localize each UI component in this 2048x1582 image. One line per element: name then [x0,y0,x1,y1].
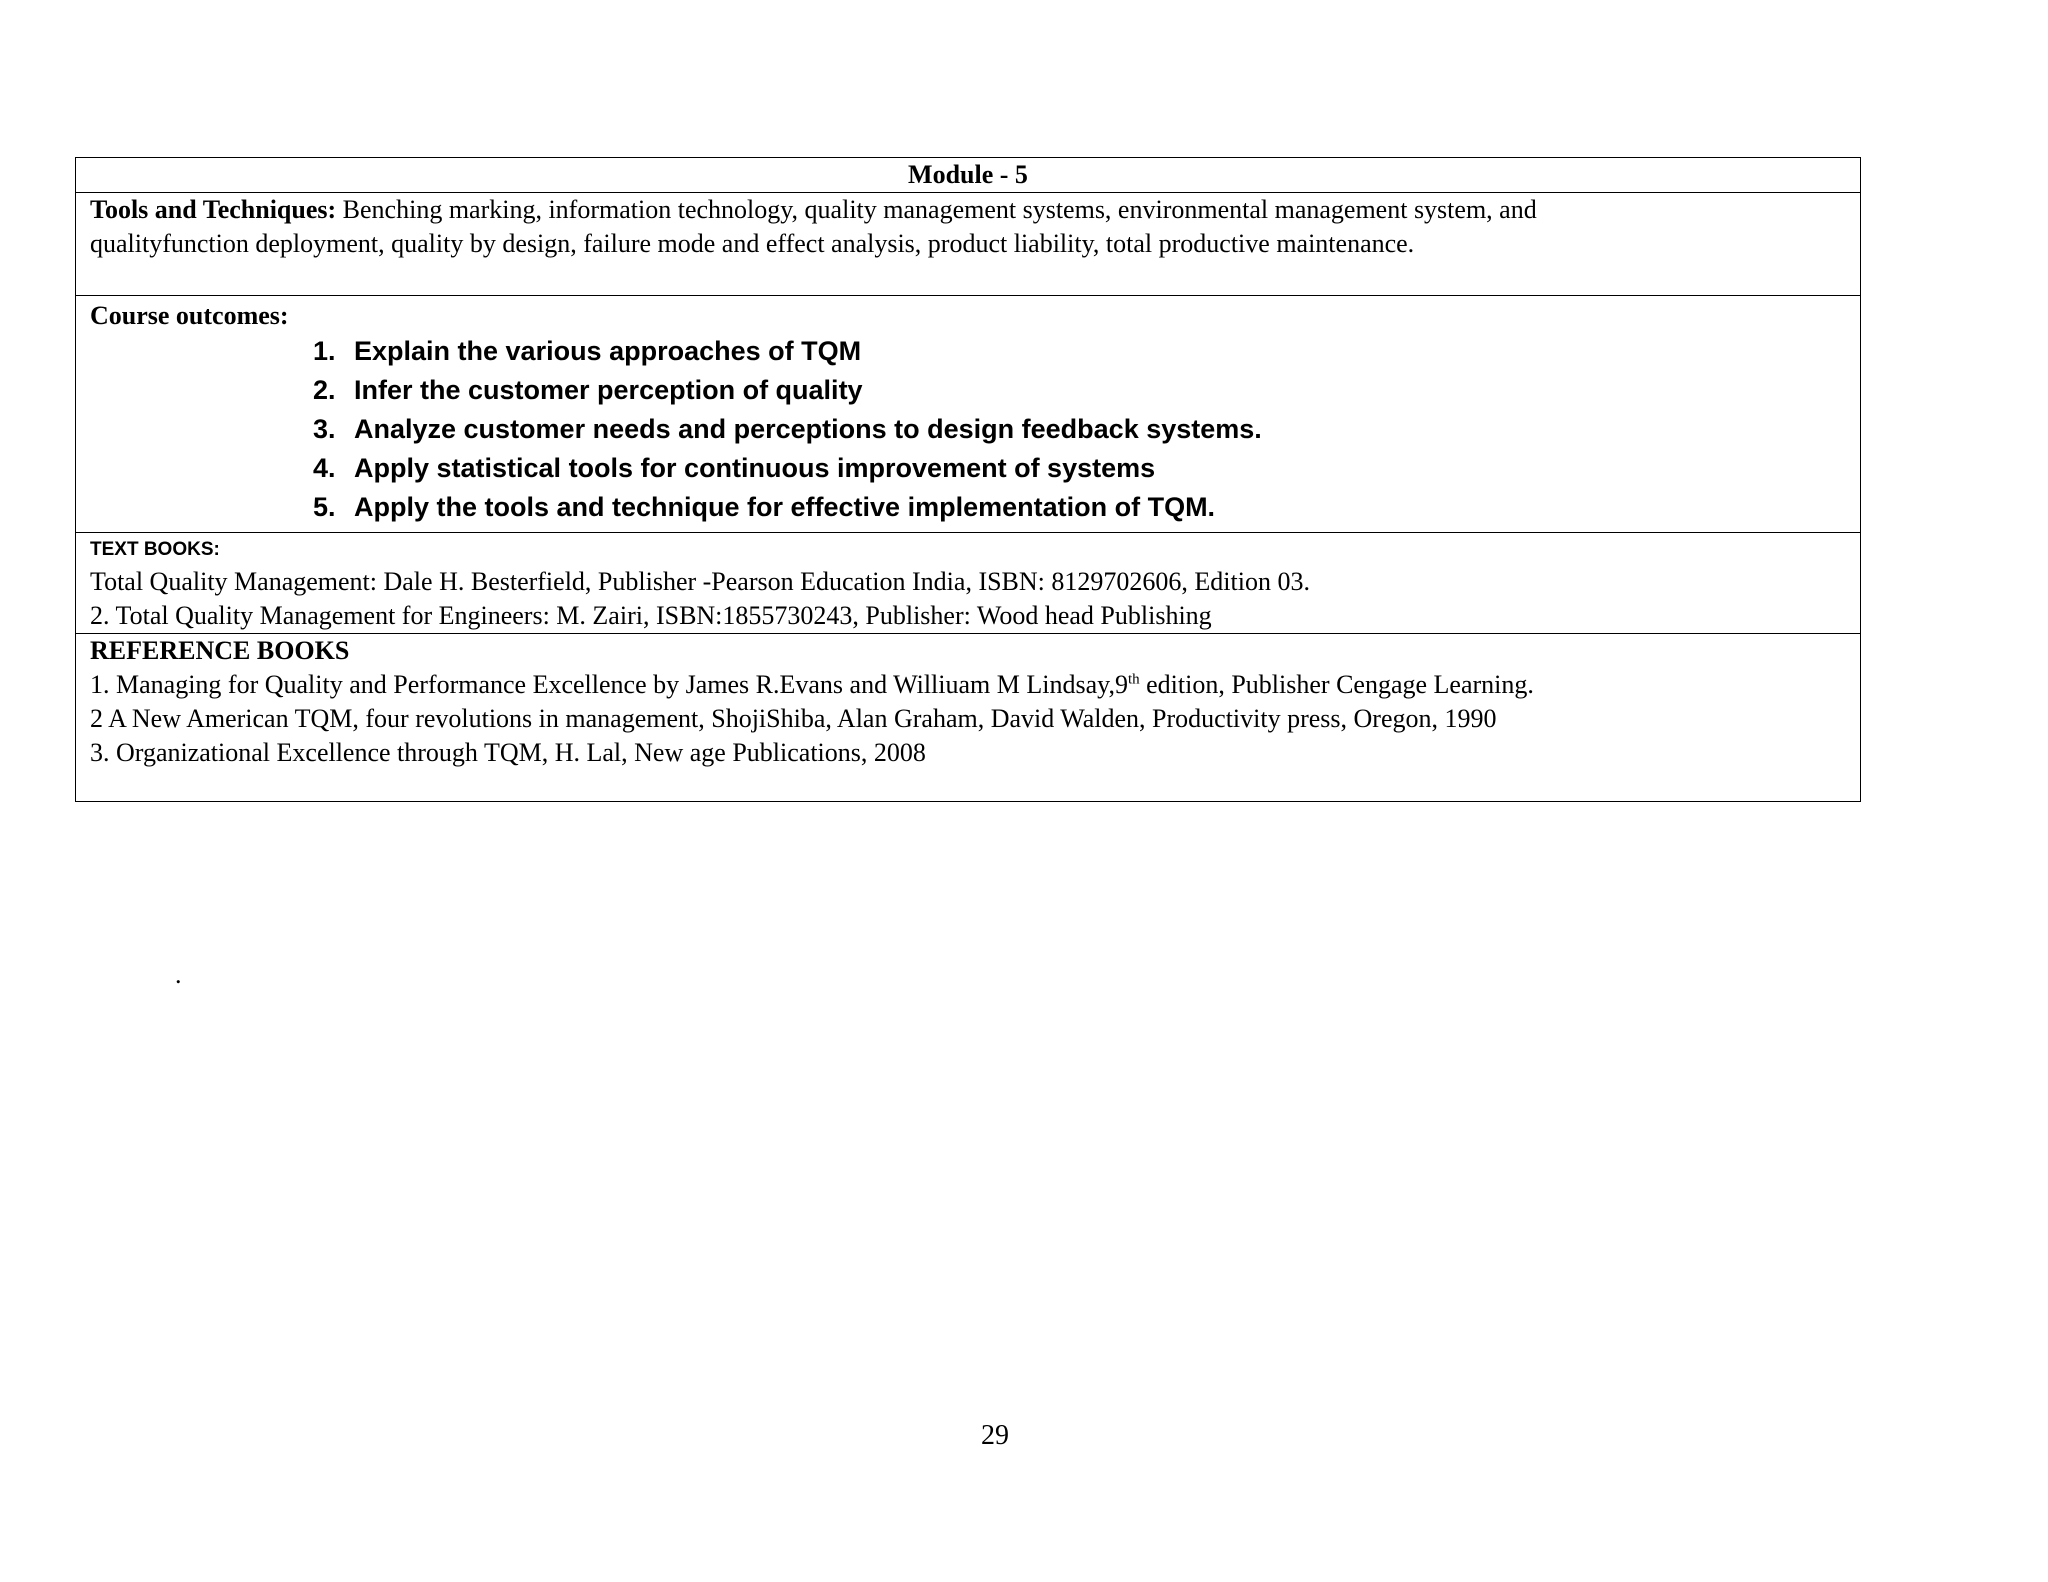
syllabus-table [75,157,1861,802]
reference-item-1-tail: edition, Publisher Cengage Learning. [1139,670,1534,699]
course-outcomes-row [76,295,1860,532]
outcome-number: 4. [313,453,336,483]
list-item [313,488,1846,527]
tools-text-1: Benching marking, information technology, quality management systems, environmental management system, and [336,195,1537,224]
reference-book-item: 3. Organizational Excellence through TQM, H. Lal, New age Publications, 2008 [90,738,926,767]
list-item [313,332,1846,371]
module-title: Module - 5 [908,160,1028,189]
page-number: 29 [981,1420,1009,1451]
module-heading-row [76,158,1860,192]
outcome-number: 5. [313,492,336,522]
ordinal-suffix: th [1127,671,1140,688]
outcome-number: 1. [313,336,336,366]
outcome-text: Infer the customer perception of quality [354,375,863,405]
outcome-text: Explain the various approaches of TQM [354,336,862,366]
list-item [313,449,1846,488]
list-item [313,410,1846,449]
outcome-text: Apply statistical tools for continuous improvement of systems [354,453,1156,483]
stray-dot: . [175,960,182,989]
tools-text-2: qualityfunction deployment, quality by design, failure mode and effect analysis, product liability, total productive maintenance. [90,229,1415,258]
tools-label: Tools and Techniques: [90,195,337,224]
tools-techniques-row [76,192,1860,295]
text-book-item: 2. Total Quality Management for Engineers: M. Zairi, ISBN:1855730243, Publisher: Wood head Publishing [90,601,1212,630]
reference-book-item: 2 A New American TQM, four revolutions in management, ShojiShiba, Alan Graham, David Walden, Productivity press, Oregon, 1990 [90,704,1497,733]
outcome-text: Apply the tools and technique for effective implementation of TQM. [354,492,1216,522]
reference-books-heading: REFERENCE BOOKS [90,636,350,665]
course-outcomes-title: Course outcomes: [90,301,289,330]
text-books-heading: TEXT BOOKS: [90,539,220,560]
outcome-text: Analyze customer needs and perceptions to design feedback systems. [354,414,1262,444]
tools-line-1 [90,193,1846,227]
list-item [313,371,1846,410]
reference-item-1-text: 1. Managing for Quality and Performance Excellence by James R.Evans and Williuam M Lindsay,9 [90,670,1128,699]
text-books-row [76,532,1860,633]
outcome-number: 2. [313,375,336,405]
course-outcomes-list [90,332,1846,527]
reference-book-item [90,668,1846,702]
reference-books-row [76,633,1860,801]
text-book-item: Total Quality Management: Dale H. Besterfield, Publisher -Pearson Education India, ISBN: 8129702606, Edition 03. [90,567,1310,596]
outcome-number: 3. [313,414,336,444]
